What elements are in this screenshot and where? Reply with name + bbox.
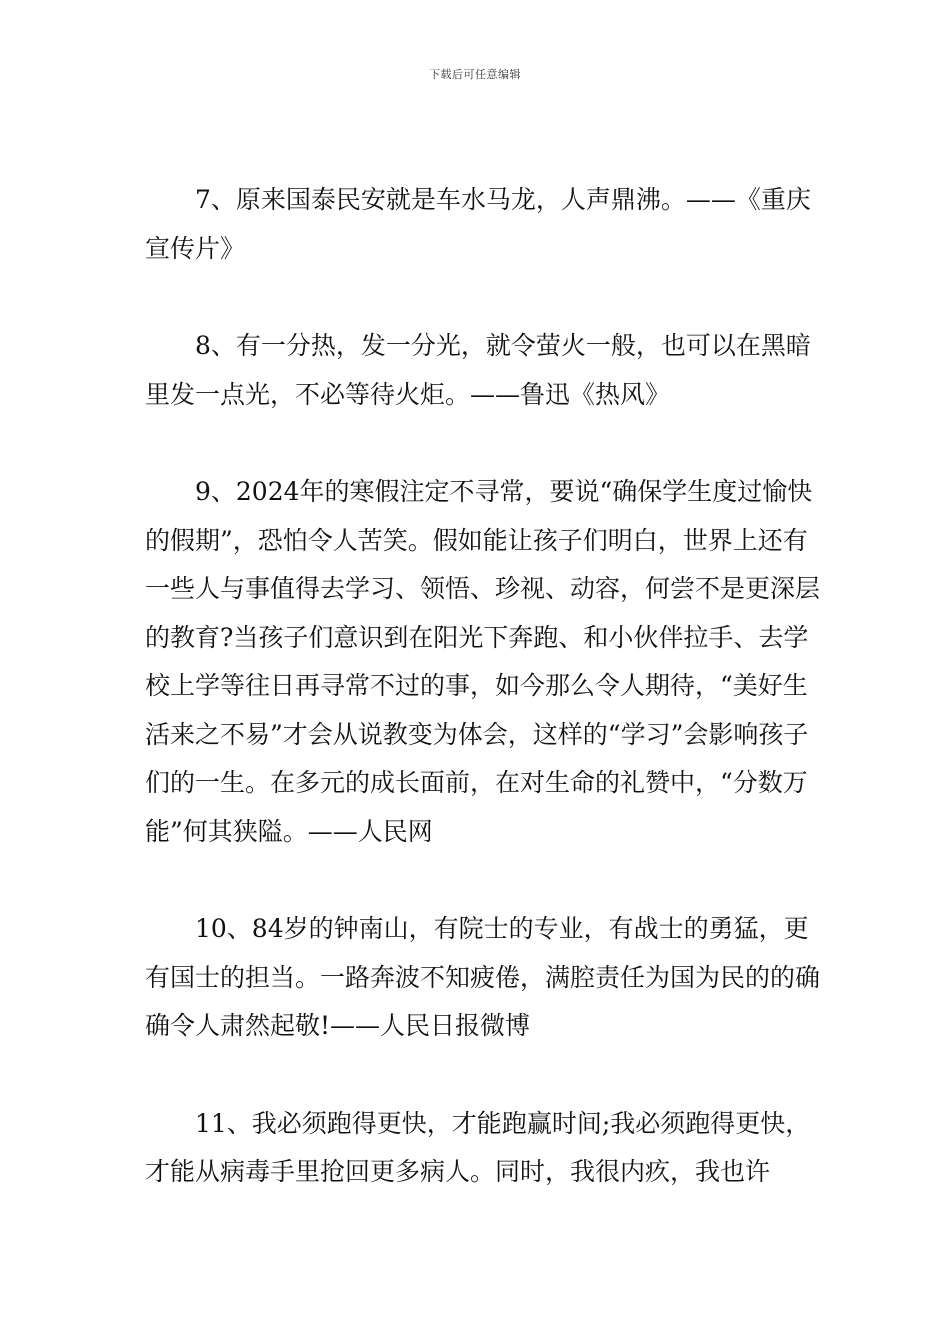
- paragraph-11: 11、我必须跑得更快，才能跑赢时间;我必须跑得更快，才能从病毒手里抢回更多病人。同时，我很内疚，我也许: [145, 1108, 811, 1186]
- paragraph-8: 8、有一分热，发一分光，就令萤火一般，也可以在黑暗里发一点光，不必等待火炬。——鲁迅《热风》: [145, 331, 811, 409]
- header-note: 下载后可任意编辑: [429, 68, 521, 81]
- paragraph-7: 7、原来国泰民安就是车水马龙，人声鼎沸。——《重庆宣传片》: [145, 185, 811, 263]
- paragraph-10: 10、84岁的钟南山，有院士的专业，有战士的勇猛，更有国士的担当。一路奔波不知疲倦，满腔责任为国为民的的确确令人肃然起敬!——人民日报微博: [145, 914, 821, 1040]
- paragraph-9: 9、2024年的寒假注定不寻常，要说“确保学生度过愉快的假期”，恐怕令人苦笑。假如能让孩子们明白，世界上还有一些人与事值得去学习、领悟、珍视、动容，何尝不是更深层的教育?当孩子们意识到在阳光下奔跑、和小伙伴拉手、去学校上学等往日再寻常不过的事，如今那么令人期待，“美好生活来之不易”才会从说教变为体会，这样的“学习”会影响孩子们的一生。在多元的成长面前，在对生命的礼赞中，“分数万能”何其狭隘。——人民网: [145, 477, 821, 846]
- document-body: [145, 176, 825, 1197]
